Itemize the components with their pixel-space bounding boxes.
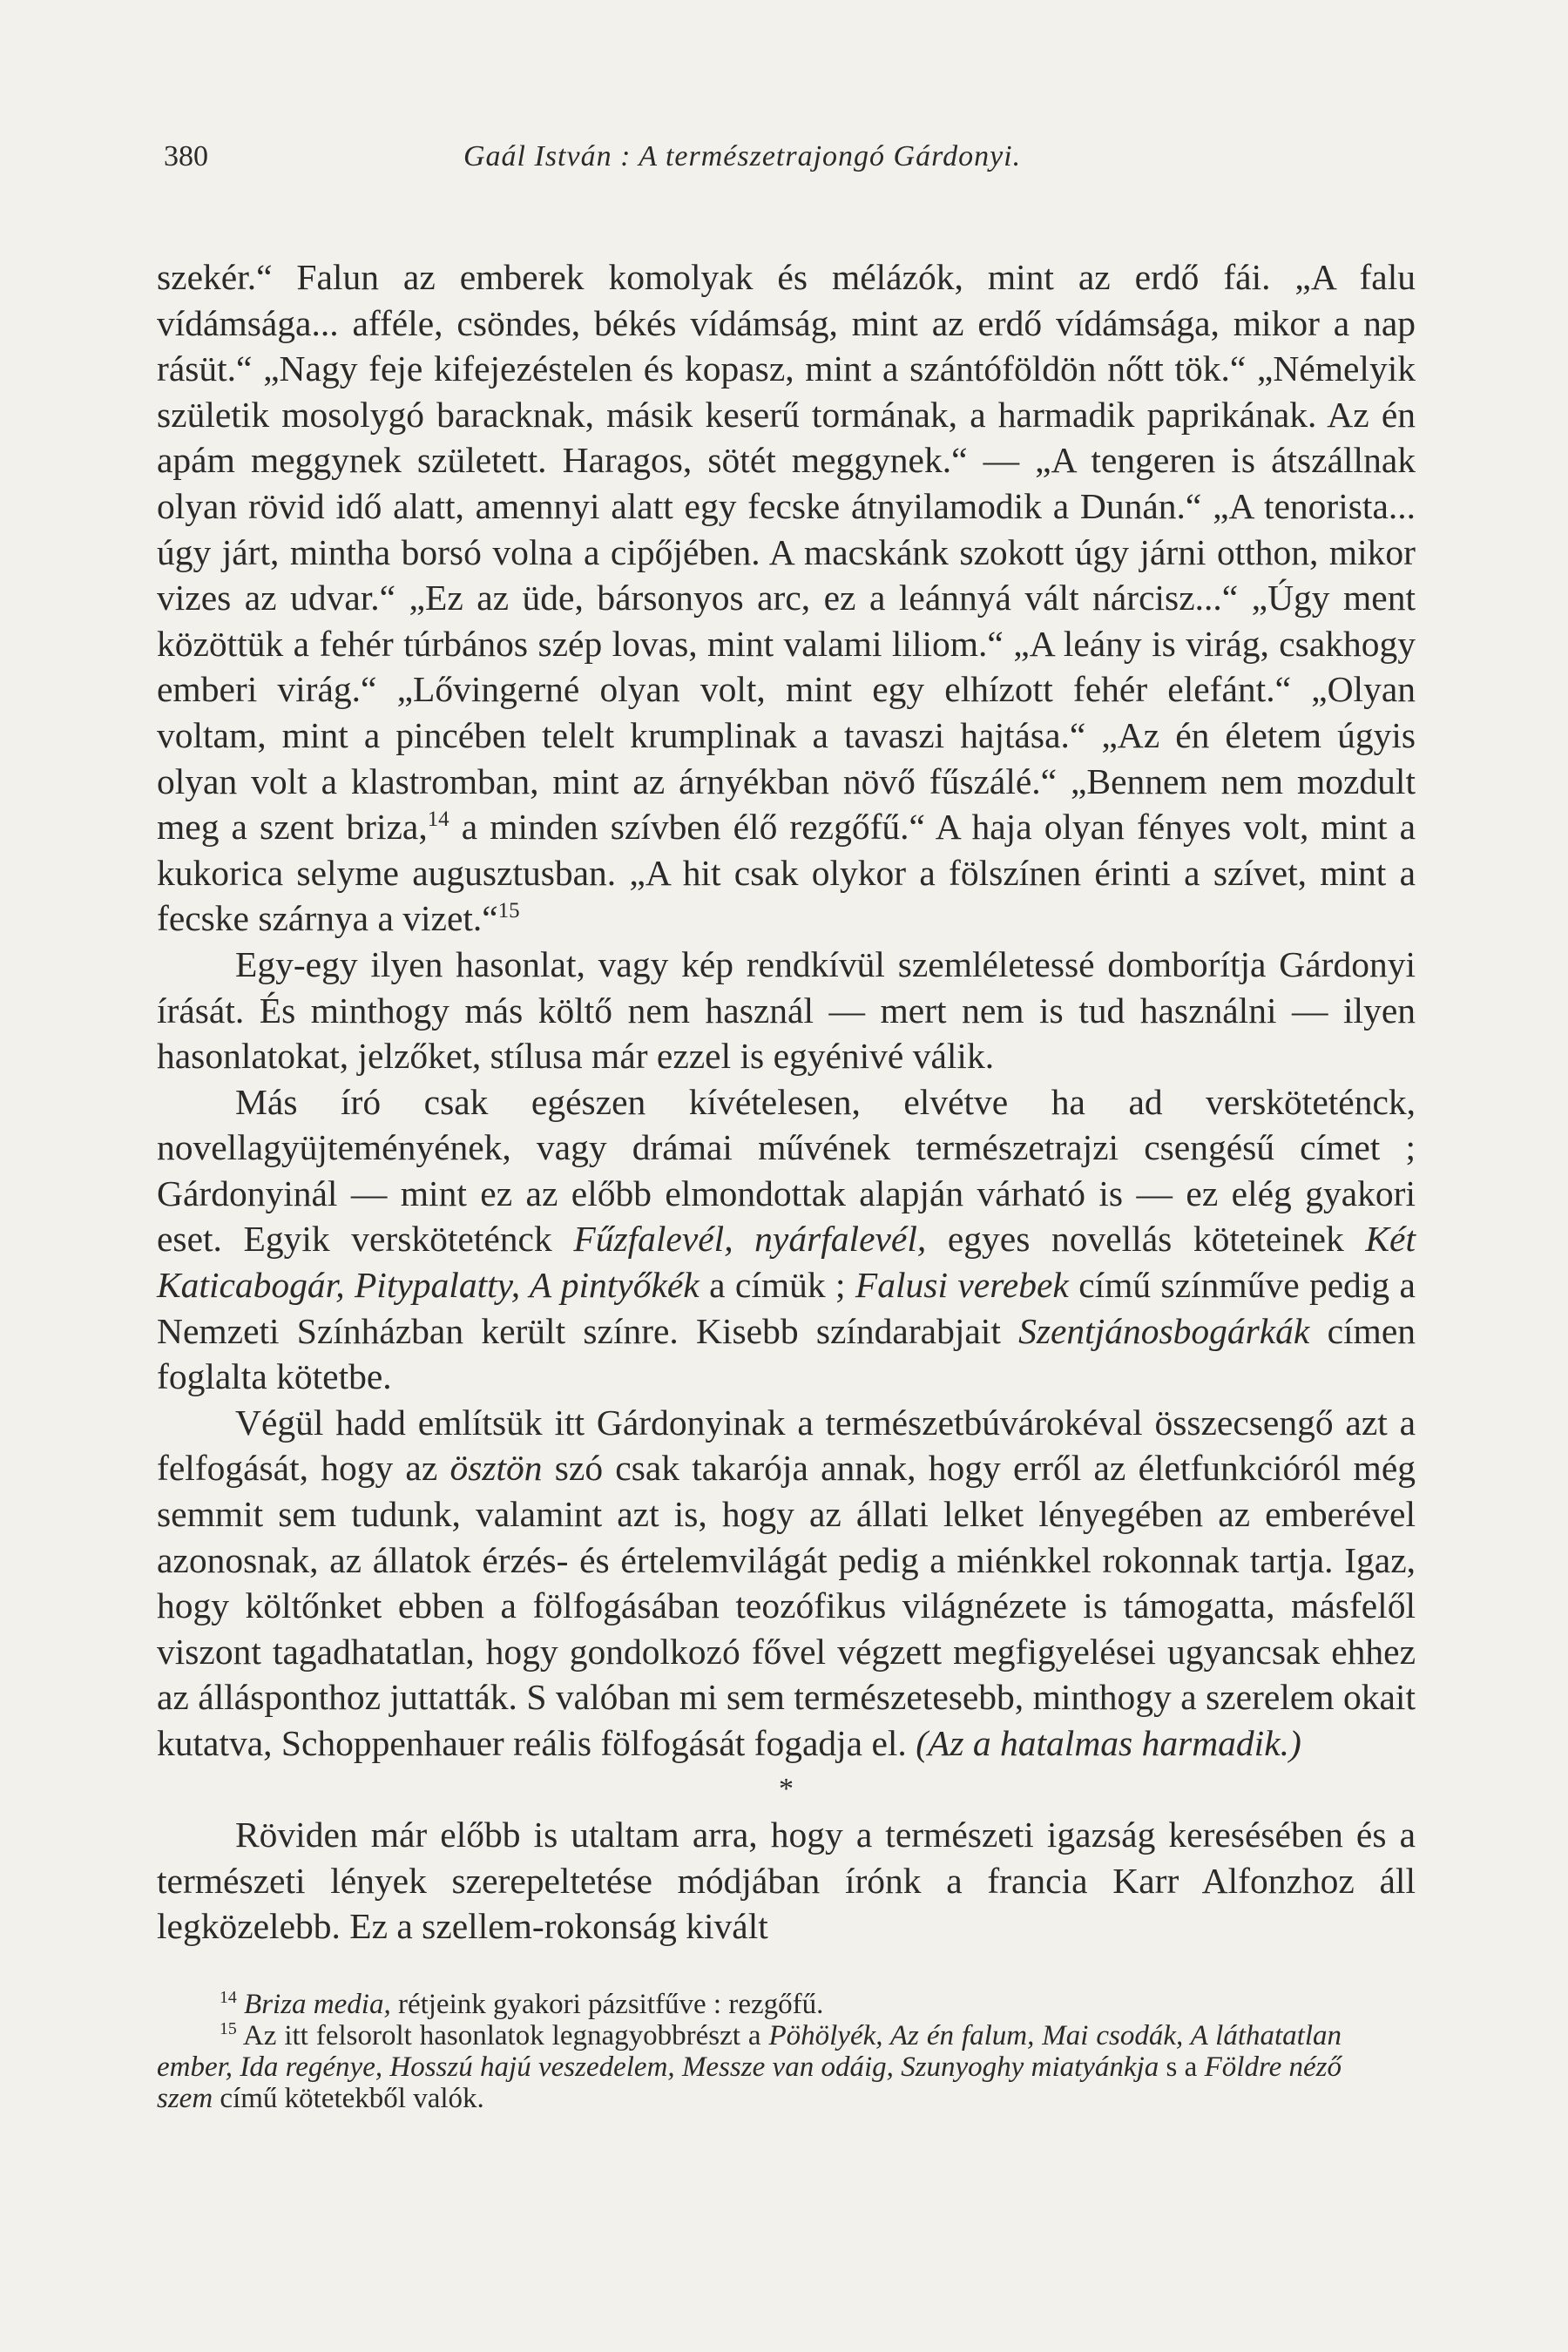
footnote-14-text: rétjeink gyakori pázsitfűve : rezgőfű. xyxy=(390,1989,824,2020)
p3-text-1: Más író csak egészen kívételesen, elvétve ha ad versköteténck, novellagyüjteményének, vagy drámai művének természetrajzi csengésű címet ; Gárdonyinál — mint ez az előbb elmondottak alapján várható is — ez elég gyakori eset. Egyik versköteténck xyxy=(157,1081,1416,1260)
paragraph-5: Röviden már előbb is utaltam arra, hogy a természeti igazság keresésében és a természeti lények szerepeltetése módjában írónk a francia Karr Alfonzhoz áll legközelebb. Ez a szellem-rokonság kivált xyxy=(157,1815,1416,1947)
main-text xyxy=(157,254,1416,1950)
footnote-15-title: Földre néző szem xyxy=(157,2051,1342,2114)
p4-text-2: szó csak takarója annak, hogy erről az életfunkcióról még semmit sem tudunk, valamint azt is, hogy az állati lelket lényegében az emberével azonosnak, az állatok érzés- és értelemvilágát pedig a miénkkel rokonnak tartja. Igaz, hogy költőnket ebben a fölfogásában teozófikus világnézete is támogatta, másfelől viszont tagadhatatlan, hogy gondolkozó fővel végzett megfigyelései ugyancsak ehhez az állásponthoz juttatták. S valóban mi sem természetesebb, minthogy a szerelem okait kutatva, Schoppenhauer reális fölfogását fogadja el. xyxy=(157,1448,1416,1763)
p4-italic-1: ösztön xyxy=(449,1448,543,1489)
p3-text-2: egyes novellás köteteinek xyxy=(926,1219,1366,1260)
p3-text-3: a címük ; xyxy=(699,1265,855,1306)
footnote-14-term: Briza media, xyxy=(244,1989,391,2020)
running-head: Gaál István : A természetrajongó Gárdonyi. xyxy=(463,140,1022,172)
footnote-15-titles: Pöhölyék, Az én falum, Mai csodák, A láthatatlan ember, Ida regénye, Hosszú hajú veszedelem, Messze van odáig, Szunyoghy miatyánkja xyxy=(157,2020,1342,2083)
p3-text-5: címen foglalta kötetbe. xyxy=(157,1310,1416,1397)
p1-text-2: a minden szívben élő rezgőfű.“ A haja olyan fényes volt, mint a kukorica selyme augusztusban. „A hit csak olykor a fölszínen érinti a szívet, mint a fecske szárnya a vizet.“ xyxy=(157,807,1416,939)
page-number: 380 xyxy=(164,140,208,172)
section-break-asterisk: * xyxy=(779,1772,794,1805)
footnotes xyxy=(157,1989,1342,2114)
paragraph-3 xyxy=(157,1079,1416,1400)
p4-title-1: (Az a hatalmas harmadik.) xyxy=(916,1723,1301,1763)
paragraph-2: Egy-egy ilyen hasonlat, vagy kép rendkívül szemléletessé domborítja Gárdonyi írását. És minthogy más költő nem használ — mert nem is tud használni — ilyen hasonlatokat, jelzőket, stílusa már ezzel is egyénivé válik. xyxy=(157,943,1416,1077)
page-header xyxy=(157,135,1416,179)
footnote-15-text-3: című kötetekből valók. xyxy=(213,2083,484,2114)
footnote-15-text-2: s a xyxy=(1159,2051,1205,2083)
p1-text-1: szekér.“ Falun az emberek komolyak és mélázók, mint az erdő fái. „A falu vídámsága... afféle, csöndes, békés vídámság, mint az erdő vídámsága, mikor a nap rásüt.“ „Nagy feje kifejezéstelen és kopasz, mint a szántóföldön nőtt tök.“ „Némelyik születik mosolygó baracknak, másik keserű tormának, a harmadik paprikának. Az én apám meggynek született. Haragos, sötét meggynek.“ — „A tengeren is átszállnak olyan rövid idő alatt, amennyi alatt egy fecske átnyilamodik a Dunán.“ „A tenorista... úgy járt, mintha borsó volna a cipőjében. A macskánk szokott úgy járni otthon, mikor vizes az udvar.“ „Ez az üde, bársonyos arc, ez a leánnyá vált nárcisz...“ „Úgy ment közöttük a fehér túrbános szép lovas, mint valami liliom.“ „A leány is virág, csakhogy emberi virág.“ „Lővingerné olyan volt, mint egy elhízott fehér elefánt.“ „Olyan voltam, mint a pincében telelt krumplinak a tavaszi hajtása.“ „Az én életem úgyis olyan volt a klastromban, mint az árnyékban növő fűszálé.“ „Bennem nem mozdult meg a szent briza, xyxy=(157,257,1416,848)
paragraph-1 xyxy=(157,254,1416,942)
footnote-15 xyxy=(157,2020,1342,2114)
footnote-15-text-1: Az itt felsorolt hasonlatok legnagyobbrészt a xyxy=(236,2020,769,2051)
p3-title-3: Falusi verebek xyxy=(855,1265,1069,1306)
p3-title-1: Fűzfalevél, nyárfalevél, xyxy=(573,1219,927,1260)
p3-title-4: Szentjánosbogárkák xyxy=(1018,1310,1310,1351)
footnote-14 xyxy=(157,1989,1342,2020)
p3-text-4: című színműve pedig a Nemzeti Színházban került színre. Kisebb színdarabjait xyxy=(157,1265,1416,1351)
footnote-ref-15: 15 xyxy=(497,899,520,923)
paragraph-4 xyxy=(157,1400,1416,1767)
footnote-15-number: 15 xyxy=(220,2019,237,2038)
footnote-ref-14: 14 xyxy=(427,808,449,832)
p3-title-2: Két Katicabogár, Pitypalatty, A pintyőkék xyxy=(157,1219,1416,1306)
footnote-14-number: 14 xyxy=(220,1988,237,2007)
p4-text-1: Végül hadd említsük itt Gárdonyinak a természetbúvárokéval összecsengő azt a felfogását, hogy az xyxy=(157,1402,1416,1489)
